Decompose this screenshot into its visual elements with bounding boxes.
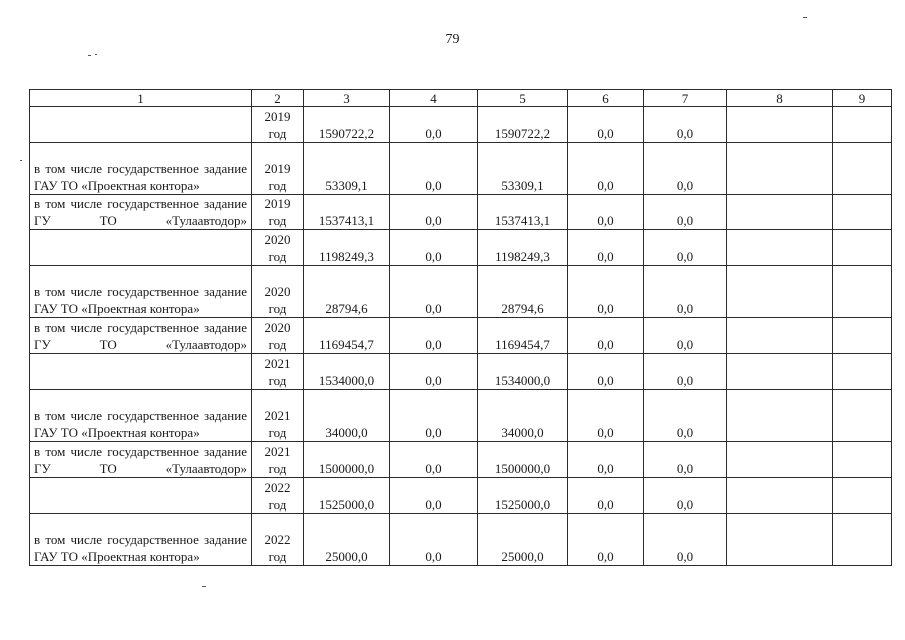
row-period (252, 354, 304, 390)
column-header: 6 (568, 90, 644, 107)
row-period (252, 390, 304, 442)
row-period (252, 318, 304, 354)
period-year: 2021 (264, 356, 291, 371)
cell-col9 (833, 318, 892, 354)
cell-col7: 0,0 (644, 354, 727, 390)
row-description: в том числе государственное задание ГАУ ТО «Проектная контора» (30, 266, 252, 318)
column-header: 7 (644, 90, 727, 107)
row-description: в том числе государственное задание ГАУ ТО «Проектная контора» (30, 390, 252, 442)
cell-col6: 0,0 (568, 442, 644, 478)
row-description (30, 230, 252, 266)
row-description: в том числе государственное задание ГУ ТО «Тулаавтодор» (30, 318, 252, 354)
cell-col7: 0,0 (644, 318, 727, 354)
cell-col6: 0,0 (568, 230, 644, 266)
cell-col3: 53309,1 (304, 143, 390, 195)
scan-speck (803, 17, 807, 18)
row-description (30, 478, 252, 514)
period-year: 2022 (264, 480, 291, 495)
row-description: в том числе государственное задание ГУ ТО «Тулаавтодор» (30, 442, 252, 478)
cell-col9 (833, 478, 892, 514)
column-header: 9 (833, 90, 892, 107)
cell-col7: 0,0 (644, 230, 727, 266)
cell-col4: 0,0 (390, 107, 478, 143)
cell-col9 (833, 107, 892, 143)
cell-col8 (727, 478, 833, 514)
cell-col5: 1525000,0 (478, 478, 568, 514)
cell-col7: 0,0 (644, 478, 727, 514)
cell-col8 (727, 266, 833, 318)
page-number: 79 (445, 32, 460, 47)
cell-col6: 0,0 (568, 354, 644, 390)
column-header: 4 (390, 90, 478, 107)
row-period (252, 230, 304, 266)
cell-col8 (727, 514, 833, 566)
cell-col7: 0,0 (644, 107, 727, 143)
row-period (252, 442, 304, 478)
cell-col8 (727, 143, 833, 195)
period-unit: год (268, 425, 287, 440)
scan-speck (88, 55, 91, 56)
cell-col6: 0,0 (568, 318, 644, 354)
cell-col4: 0,0 (390, 266, 478, 318)
cell-col4: 0,0 (390, 195, 478, 230)
period-year: 2020 (264, 320, 291, 335)
cell-col4: 0,0 (390, 230, 478, 266)
row-description: в том числе государственное задание ГАУ ТО «Проектная контора» (30, 514, 252, 566)
cell-col4: 0,0 (390, 390, 478, 442)
cell-col5: 1169454,7 (478, 318, 568, 354)
cell-col9 (833, 390, 892, 442)
cell-col3: 34000,0 (304, 390, 390, 442)
row-period (252, 478, 304, 514)
period-unit: год (268, 249, 287, 264)
table-body (30, 90, 892, 566)
cell-col7: 0,0 (644, 266, 727, 318)
cell-col8 (727, 230, 833, 266)
period-year: 2019 (264, 109, 291, 124)
cell-col9 (833, 230, 892, 266)
column-header: 3 (304, 90, 390, 107)
cell-col5: 1500000,0 (478, 442, 568, 478)
row-period (252, 195, 304, 230)
cell-col4: 0,0 (390, 514, 478, 566)
cell-col3: 1537413,1 (304, 195, 390, 230)
period-unit: год (268, 178, 287, 193)
cell-col6: 0,0 (568, 143, 644, 195)
cell-col6: 0,0 (568, 107, 644, 143)
cell-col8 (727, 442, 833, 478)
period-year: 2020 (264, 232, 291, 247)
row-period (252, 514, 304, 566)
period-unit: год (268, 373, 287, 388)
cell-col9 (833, 442, 892, 478)
cell-col5: 1534000,0 (478, 354, 568, 390)
period-unit: год (268, 301, 287, 316)
table-row (30, 195, 892, 230)
cell-col5: 53309,1 (478, 143, 568, 195)
cell-col3: 28794,6 (304, 266, 390, 318)
cell-col6: 0,0 (568, 478, 644, 514)
row-period (252, 107, 304, 143)
row-period (252, 266, 304, 318)
cell-col9 (833, 195, 892, 230)
scan-speck (202, 586, 206, 587)
cell-col6: 0,0 (568, 195, 644, 230)
column-header: 8 (727, 90, 833, 107)
cell-col6: 0,0 (568, 390, 644, 442)
period-year: 2022 (264, 532, 291, 547)
cell-col5: 34000,0 (478, 390, 568, 442)
cell-col3: 1500000,0 (304, 442, 390, 478)
cell-col4: 0,0 (390, 354, 478, 390)
column-header: 5 (478, 90, 568, 107)
cell-col6: 0,0 (568, 514, 644, 566)
period-year: 2019 (264, 196, 291, 211)
cell-col7: 0,0 (644, 143, 727, 195)
row-description: в том числе государственное задание ГАУ ТО «Проектная контора» (30, 143, 252, 195)
cell-col4: 0,0 (390, 143, 478, 195)
cell-col5: 1198249,3 (478, 230, 568, 266)
period-unit: год (268, 126, 287, 141)
cell-col9 (833, 143, 892, 195)
period-unit: год (268, 497, 287, 512)
period-unit: год (268, 213, 287, 228)
cell-col9 (833, 354, 892, 390)
table-row (30, 107, 892, 143)
cell-col8 (727, 354, 833, 390)
column-header: 1 (30, 90, 252, 107)
table-row (30, 442, 892, 478)
cell-col7: 0,0 (644, 195, 727, 230)
cell-col8 (727, 107, 833, 143)
period-unit: год (268, 461, 287, 476)
row-description (30, 107, 252, 143)
cell-col3: 1590722,2 (304, 107, 390, 143)
row-description: в том числе государственное задание ГУ ТО «Тулаавтодор» (30, 195, 252, 230)
data-table (29, 89, 892, 566)
cell-col8 (727, 318, 833, 354)
scan-speck (20, 160, 22, 161)
cell-col8 (727, 195, 833, 230)
cell-col7: 0,0 (644, 514, 727, 566)
cell-col7: 0,0 (644, 390, 727, 442)
row-period (252, 143, 304, 195)
period-year: 2019 (264, 161, 291, 176)
cell-col4: 0,0 (390, 442, 478, 478)
period-year: 2020 (264, 284, 291, 299)
table-row (30, 478, 892, 514)
cell-col6: 0,0 (568, 266, 644, 318)
cell-col3: 1525000,0 (304, 478, 390, 514)
scan-speck (95, 54, 97, 55)
table-row (30, 390, 892, 442)
table-row (30, 318, 892, 354)
table-row (30, 514, 892, 566)
cell-col5: 1537413,1 (478, 195, 568, 230)
cell-col5: 1590722,2 (478, 107, 568, 143)
period-year: 2021 (264, 444, 291, 459)
cell-col9 (833, 514, 892, 566)
table-row (30, 230, 892, 266)
cell-col3: 1198249,3 (304, 230, 390, 266)
table-row (30, 354, 892, 390)
period-unit: год (268, 337, 287, 352)
column-header: 2 (252, 90, 304, 107)
table-row (30, 143, 892, 195)
table-row (30, 266, 892, 318)
period-unit: год (268, 549, 287, 564)
row-description (30, 354, 252, 390)
cell-col4: 0,0 (390, 478, 478, 514)
cell-col3: 25000,0 (304, 514, 390, 566)
period-year: 2021 (264, 408, 291, 423)
cell-col5: 25000,0 (478, 514, 568, 566)
table-header-row (30, 90, 892, 107)
cell-col7: 0,0 (644, 442, 727, 478)
cell-col3: 1169454,7 (304, 318, 390, 354)
cell-col8 (727, 390, 833, 442)
cell-col4: 0,0 (390, 318, 478, 354)
cell-col9 (833, 266, 892, 318)
cell-col3: 1534000,0 (304, 354, 390, 390)
cell-col5: 28794,6 (478, 266, 568, 318)
